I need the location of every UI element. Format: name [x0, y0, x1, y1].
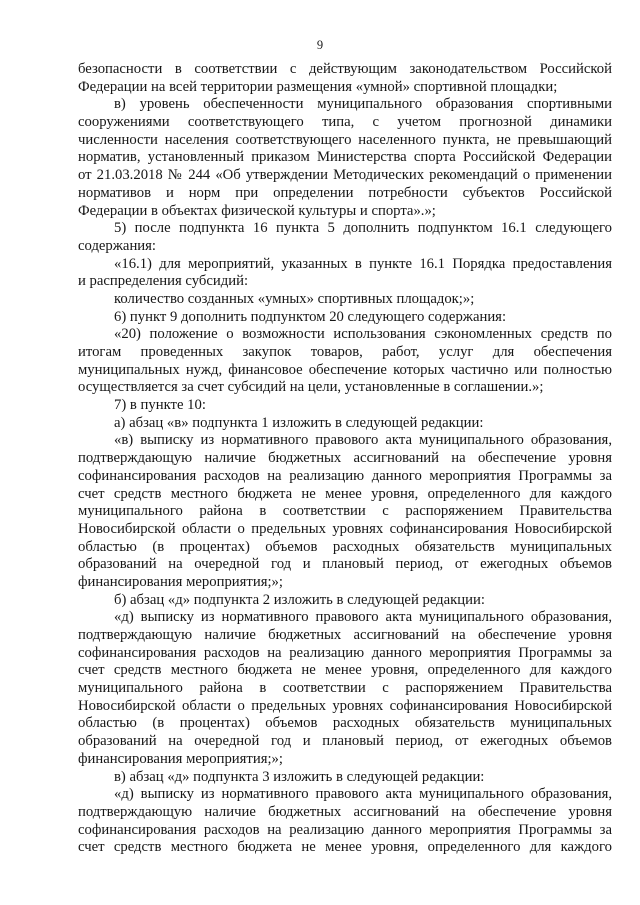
text-line: Новосибирской области о предельных уровнях софинансирования Новосибирской: [78, 520, 612, 537]
text-line: муниципального района в соответствии с распоряжением Правительства: [78, 680, 612, 697]
text-line: и распределения субсидий:: [78, 273, 249, 290]
paragraph: [78, 432, 612, 591]
text-line: образований на очередной год и плановый период, от ежегодных объемов: [78, 733, 612, 750]
text-line: муниципального района в соответствии с распоряжением Правительства: [78, 503, 612, 520]
paragraph: [78, 309, 612, 327]
text-line: софинансирования расходов на реализацию данного мероприятия Программы за: [78, 644, 612, 661]
text-line: в) уровень обеспеченности муниципального образования спортивными: [114, 96, 612, 113]
text-line: «20) положение о возможности использования сэкономленных средств по: [114, 326, 612, 343]
text-line: «д) выписку из нормативного правового акта муниципального образования,: [114, 609, 612, 626]
text-line: нормативов и норм при определении потребности субъектов Российской: [78, 184, 612, 201]
text-line: 7) в пункте 10:: [114, 397, 206, 414]
text-line: «16.1) для мероприятий, указанных в пункте 16.1 Порядка предоставления: [114, 255, 612, 272]
paragraph: [78, 415, 612, 433]
text-line: количество созданных «умных» спортивных площадок;»;: [114, 290, 475, 307]
text-line: финансирования мероприятия;»;: [78, 750, 283, 767]
text-line: итогам проведенных закупок товаров, работ, услуг для обеспечения: [78, 344, 612, 360]
paragraph: [78, 96, 612, 220]
text-line: софинансирования расходов на реализацию данного мероприятия Программы за: [78, 821, 612, 838]
text-line: б) абзац «д» подпункта 2 изложить в следующей редакции:: [114, 591, 485, 608]
text-line: осуществляется за счет субсидий на цели, установленные в соглашении.»;: [78, 379, 544, 396]
text-line: «д) выписку из нормативного правового акта муниципального образования,: [114, 786, 612, 803]
text-line: численности населения соответствующего населенного пункта, не превышающий: [78, 131, 612, 148]
text-line: в) абзац «д» подпункта 3 изложить в следующей редакции:: [114, 768, 485, 785]
text-line: финансирования мероприятия;»;: [78, 573, 283, 590]
document-body: [78, 61, 612, 857]
paragraph: [78, 609, 612, 768]
text-line: содержания:: [78, 237, 156, 254]
paragraph: [78, 397, 612, 415]
text-line: областью (в процентах) объемов расходных обязательств муниципальных: [78, 538, 612, 555]
paragraph: [78, 786, 612, 857]
text-line: подтверждающую наличие бюджетных ассигнований на обеспечение уровня: [78, 450, 612, 467]
text-line: 5) после подпункта 16 пункта 5 дополнить подпунктом 16.1 следующего: [114, 220, 612, 237]
paragraph: [78, 256, 612, 291]
text-line: 6) пункт 9 дополнить подпунктом 20 следующего содержания:: [114, 308, 507, 325]
text-line: счет средств местного бюджета не менее уровня, определенного для каждого: [78, 839, 612, 856]
text-line: муниципальных нужд, финансовое обеспечение которых частично или полностью: [78, 361, 612, 378]
text-line: «в) выписку из нормативного правового акта муниципального образования,: [114, 432, 612, 449]
text-line: подтверждающую наличие бюджетных ассигнований на обеспечение уровня: [78, 627, 612, 643]
text-line: а) абзац «в» подпункта 1 изложить в следующей редакции:: [114, 414, 484, 431]
paragraph: [78, 291, 612, 309]
page-number: 9: [316, 38, 324, 52]
text-line: безопасности в соответствии с действующим законодательством Российской: [78, 61, 612, 77]
text-line: от 21.03.2018 № 244 «Об утверждении Методических рекомендаций о применении: [78, 167, 612, 184]
text-line: Федерации в объектах физической культуры и спорта».»;: [78, 202, 436, 219]
paragraph: [78, 220, 612, 255]
text-line: софинансирования расходов на реализацию данного мероприятия Программы за: [78, 467, 612, 484]
text-line: подтверждающую наличие бюджетных ассигнований на обеспечение уровня: [78, 803, 612, 820]
text-line: областью (в процентах) объемов расходных обязательств муниципальных: [78, 715, 612, 732]
text-line: норматив, установленный приказом Министерства спорта Российской Федерации: [78, 149, 612, 166]
text-line: образований на очередной год и плановый период, от ежегодных объемов: [78, 556, 612, 573]
text-line: сооружениями соответствующего типа, с учетом прогнозной динамики: [78, 114, 612, 131]
paragraph: [78, 61, 612, 96]
text-line: Новосибирской области о предельных уровнях софинансирования Новосибирской: [78, 697, 612, 714]
text-line: Федерации на всей территории размещения «умной» спортивной площадки;: [78, 78, 558, 95]
paragraph: [78, 769, 612, 787]
paragraph: [78, 326, 612, 397]
text-line: счет средств местного бюджета не менее уровня, определенного для каждого: [78, 662, 612, 679]
paragraph: [78, 592, 612, 610]
text-line: счет средств местного бюджета не менее уровня, определенного для каждого: [78, 485, 612, 502]
